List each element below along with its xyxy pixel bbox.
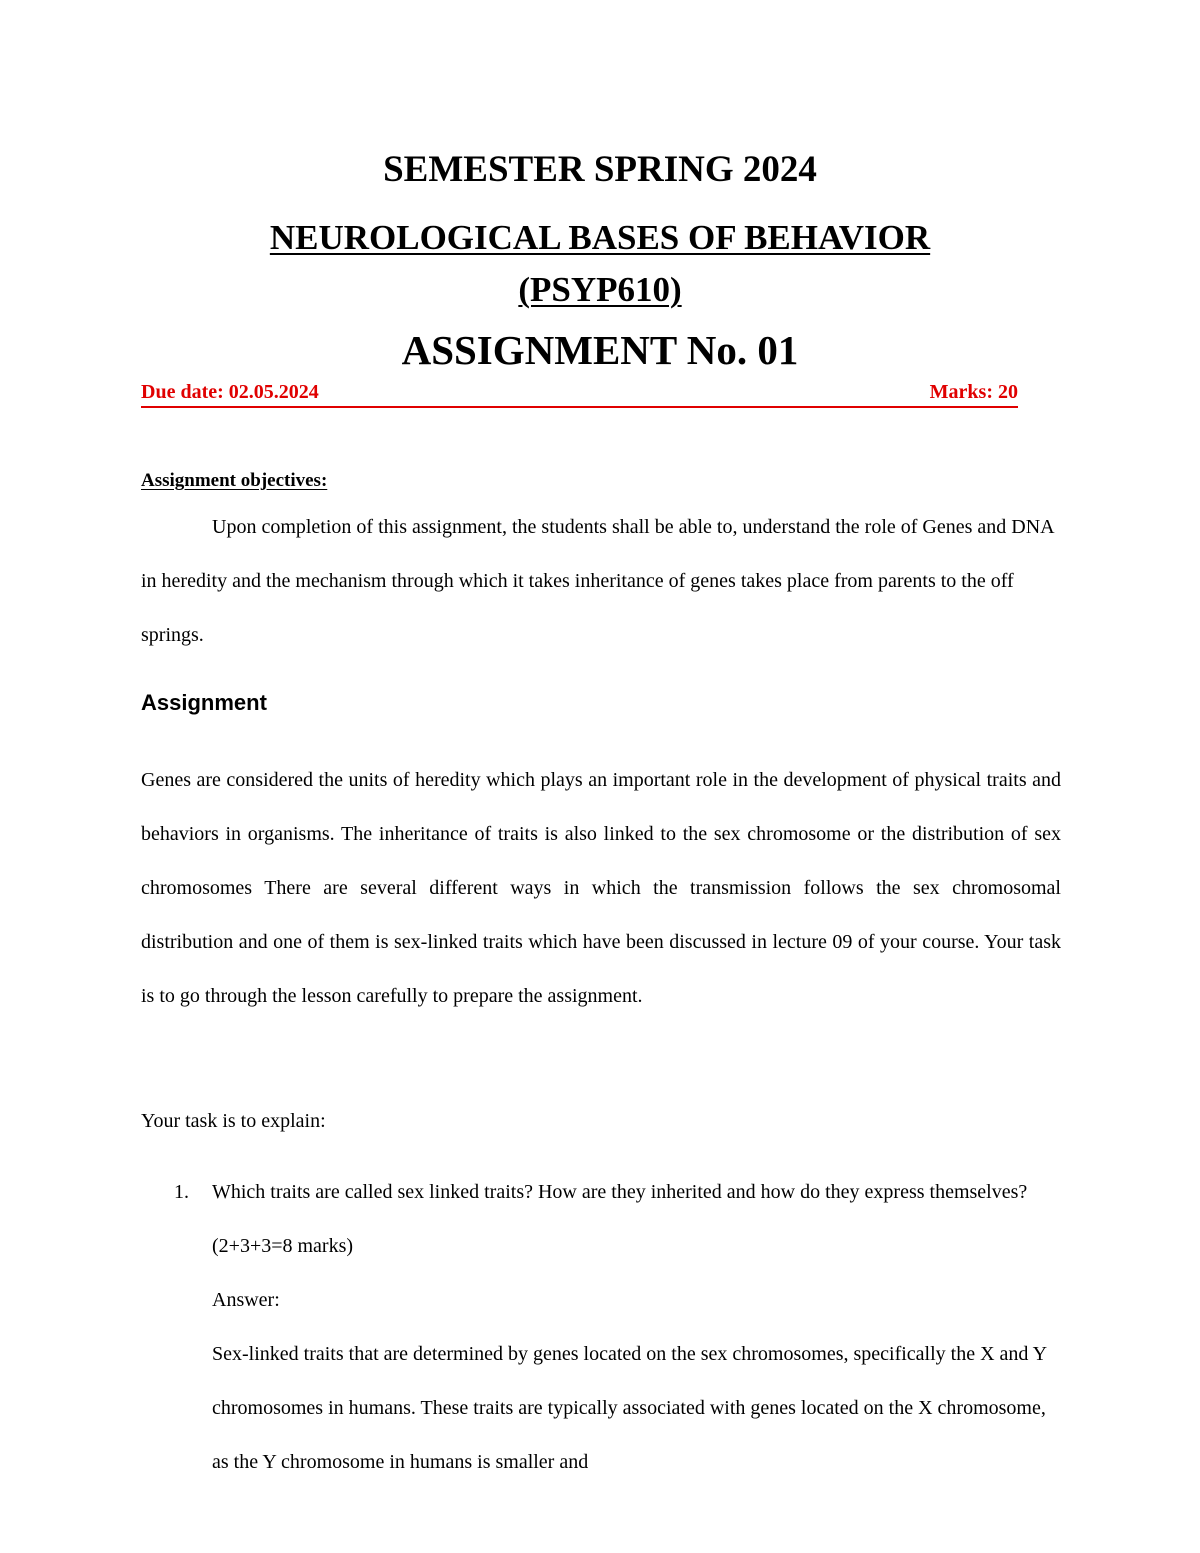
answer-text: Sex-linked traits that are determined by genes located on the sex chromosomes, specifically the X and Y chromosomes in humans. These traits are typically associated with genes located on the X chromosome, as the Y chromosome in humans is smaller and [212,1343,1047,1473]
due-date: Due date: 02.05.2024 [141,381,319,403]
question-number: 1. [174,1181,189,1203]
answer-label: Answer: [212,1289,280,1311]
assignment-paragraph: Genes are considered the units of heredity which plays an important role in the development of physical traits and behaviors in organisms. The inheritance of traits is also linked to the sex chromosome or the distribution of sex chromosomes There are several different ways in which the transmission follows the sex chromosomal distribution and one of them is sex-linked traits which have been discussed in lecture 09 of your course. Your task is to go through the lesson carefully to prepare the assignment. [141,769,1061,1007]
course-title-block [0,212,1200,316]
task-intro: Your task is to explain: [141,1110,326,1132]
course-title: NEUROLOGICAL BASES OF BEHAVIOR [269,218,931,257]
objectives-heading: Assignment objectives: [141,470,328,491]
course-code: (PSYP610) [518,270,682,309]
total-marks: Marks: 20 [929,381,1018,403]
question-item [212,1165,1062,1489]
question-text: Which traits are called sex linked traits? How are they inherited and how do they express themselves? (2+3+3=8 marks) [212,1181,1028,1257]
assignment-number: ASSIGNMENT No. 01 [401,327,799,373]
semester-title: SEMESTER SPRING 2024 [383,149,817,190]
objectives-paragraph: Upon completion of this assignment, the students shall be able to, understand the role of Genes and DNA in heredity and the mechanism through which it takes inheritance of genes takes place from parents to the off springs. [141,516,1054,646]
due-date-line [141,380,1018,408]
assignment-heading: Assignment [141,690,267,715]
